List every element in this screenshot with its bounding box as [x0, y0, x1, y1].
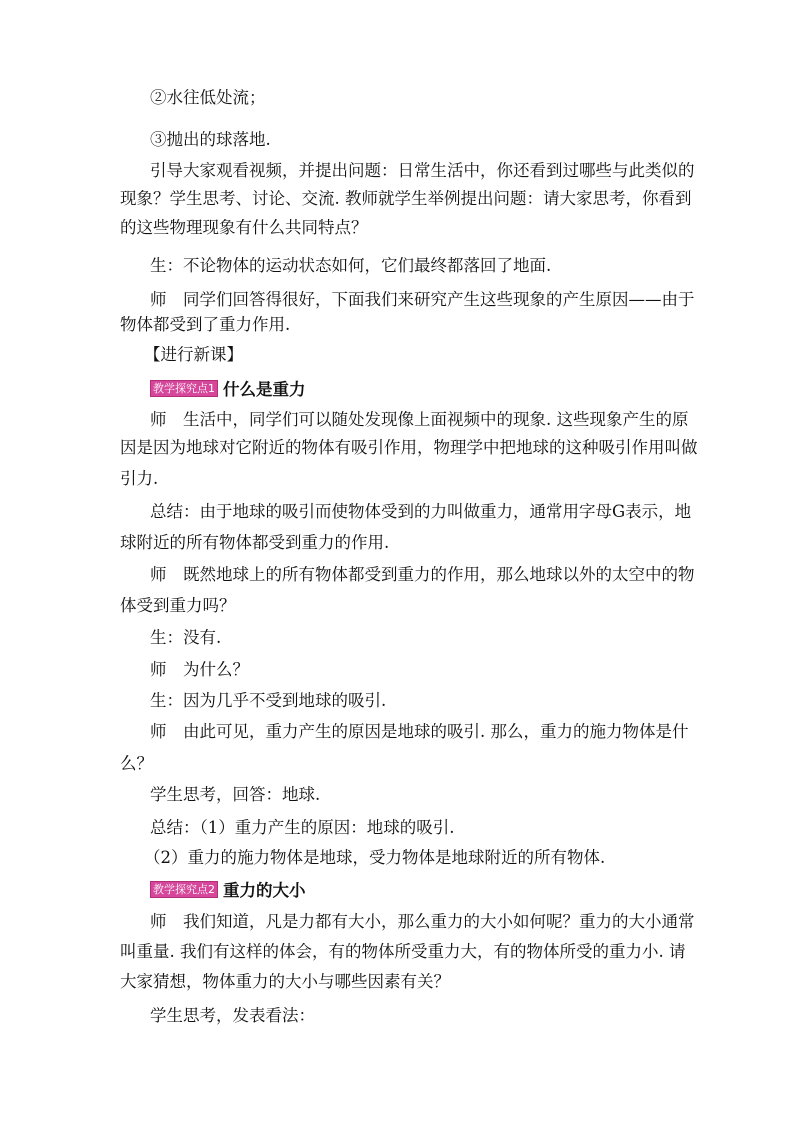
text-line: 引力.: [120, 469, 159, 488]
section-title: 什么是重力: [223, 380, 306, 399]
text-line: 现象？学生思考、讨论、交流. 教师就学生举例提出问题：请大家思考，你看到: [120, 189, 692, 208]
text-line: 总结：由于地球的吸引而使物体受到的力叫做重力，通常用字母G表示，地: [150, 502, 692, 521]
text-line: 叫重量. 我们有这样的体会，有的物体所受重力大，有的物体所受的重力小. 请: [120, 942, 686, 961]
text-line: 学生思考，发表看法：: [150, 1006, 315, 1025]
text-line: 师 同学们回答得很好，下面我们来研究产生这些现象的产生原因——由于: [150, 290, 695, 309]
section-title: 重力的大小: [223, 881, 306, 900]
text-line: 师 由此可见，重力产生的原因是地球的吸引. 那么，重力的施力物体是什: [150, 722, 689, 741]
section-badge: 教学探究点2: [150, 881, 218, 898]
text-line: 物体都受到了重力作用.: [120, 315, 291, 334]
text-line: 生：不论物体的运动状态如何，它们最终都落回了地面.: [150, 256, 552, 275]
text-line: 师 为什么？: [150, 660, 249, 679]
text-line: 的这些物理现象有什么共同特点？: [120, 218, 368, 237]
text-line: 师 既然地球上的所有物体都受到重力的作用，那么地球以外的太空中的物: [150, 565, 695, 584]
text-line: ③抛出的球落地.: [150, 130, 271, 149]
text-line: 总结：（1）重力产生的原因：地球的吸引.: [150, 818, 455, 837]
text-line: 师 我们知道，凡是力都有大小，那么重力的大小如何呢？重力的大小通常: [150, 912, 695, 931]
section-heading-2: [150, 878, 306, 900]
text-line: 学生思考，回答：地球.: [150, 785, 321, 804]
text-line: （2）重力的施力物体是地球，受力物体是地球附近的所有物体.: [144, 848, 606, 867]
text-line: 体受到重力吗？: [120, 596, 236, 615]
text-line: 因是因为地球对它附近的物体有吸引作用，物理学中把地球的这种吸引作用叫做: [120, 438, 698, 457]
section-badge: 教学探究点1: [150, 380, 218, 397]
text-line: 师 生活中，同学们可以随处发现像上面视频中的现象. 这些现象产生的原: [150, 410, 689, 429]
text-line: 球附近的所有物体都受到重力的作用.: [120, 533, 390, 552]
section-heading-new-lesson: 【进行新课】: [144, 345, 243, 364]
text-line: ②水往低处流；: [150, 88, 266, 107]
text-line: 引导大家观看视频，并提出问题：日常生活中，你还看到过哪些与此类似的: [150, 161, 695, 180]
section-heading-1: [150, 377, 306, 399]
text-line: 生：没有.: [150, 628, 222, 647]
text-line: 么？: [120, 754, 153, 773]
text-line: 大家猜想，物体重力的大小与哪些因素有关？: [120, 972, 450, 991]
text-line: 生：因为几乎不受到地球的吸引.: [150, 691, 387, 710]
